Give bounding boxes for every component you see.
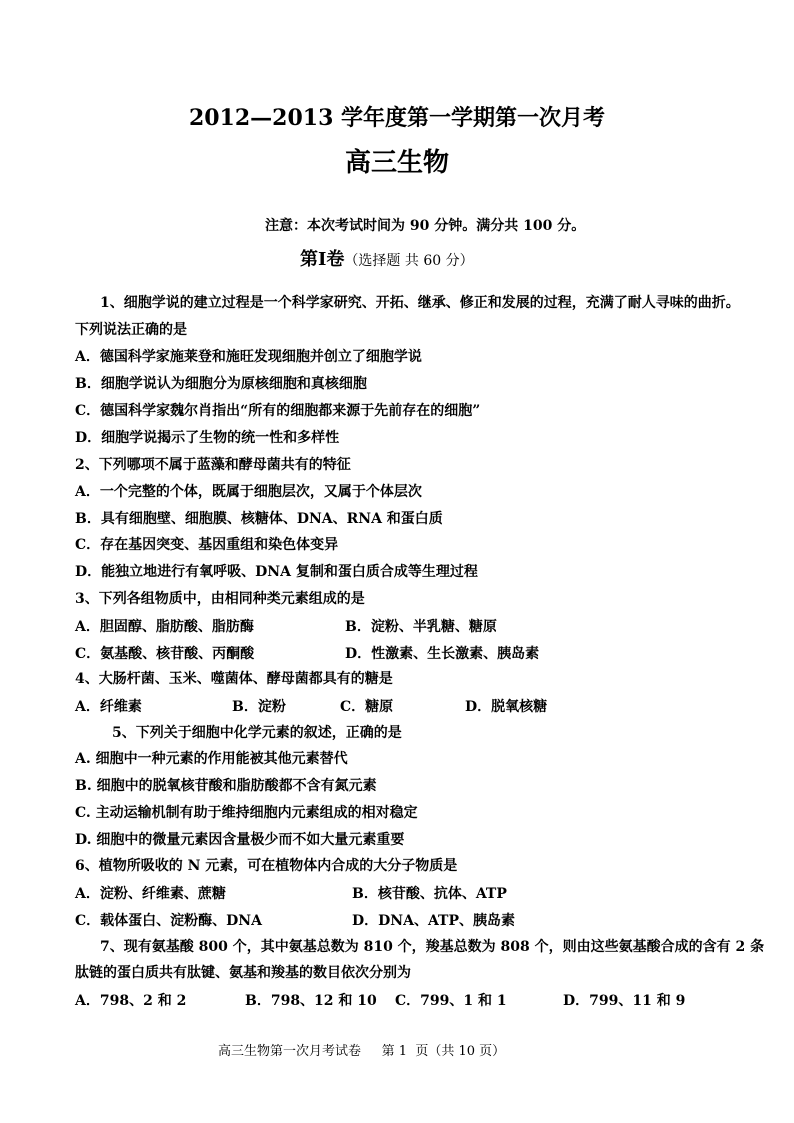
- q4-stem: 4、大肠杆菌、玉米、噬菌体、酵母菌都具有的糖是: [75, 671, 393, 687]
- q6-option-a: A．淀粉、纤维素、蔗糖: [75, 886, 226, 902]
- section-heading: [300, 245, 474, 271]
- q6-option-c: C．载体蛋白、淀粉酶、DNA: [75, 913, 262, 929]
- q5-option-a: A. 细胞中一种元素的作用能被其他元素替代: [75, 751, 348, 767]
- q7-option-b: B．798、12 和 10: [245, 993, 377, 1009]
- q2-stem: 2、下列哪项不属于蓝藻和酵母菌共有的特征: [75, 457, 351, 473]
- q4-option-c: C．糖原: [340, 699, 394, 715]
- q1-option-a: A．德国科学家施莱登和施旺发现细胞并创立了细胞学说: [75, 349, 422, 365]
- page-footer: 高三生物第一次月考试卷 第 1 页（共 10 页）: [218, 1044, 506, 1059]
- q4-option-d: D．脱氧核糖: [465, 699, 548, 715]
- q3-option-c: C．氨基酸、核苷酸、丙酮酸: [75, 646, 255, 662]
- exam-notice: 注意：本次考试时间为 90 分钟。满分共 100 分。: [265, 218, 586, 234]
- q2-option-c: C．存在基因突变、基因重组和染色体变异: [75, 537, 339, 553]
- q2-option-a: A．一个完整的个体，既属于细胞层次，又属于个体层次: [75, 484, 422, 500]
- q1-stem-line2: 下列说法正确的是: [75, 322, 187, 338]
- q6-stem: 6、植物所吸收的 N 元素，可在植物体内合成的大分子物质是: [75, 858, 458, 874]
- exam-subject: 高三生物: [344, 148, 449, 178]
- q7-option-d: D．799、11 和 9: [563, 993, 686, 1009]
- q5-option-c: C. 主动运输机制有助于维持细胞内元素组成的相对稳定: [75, 805, 418, 821]
- q5-option-d: D. 细胞中的微量元素因含量极少而不如大量元素重要: [75, 832, 405, 848]
- q4-option-a: A．纤维素: [75, 699, 142, 715]
- q7-option-a: A．798、2 和 2: [75, 993, 187, 1009]
- q1-option-b: B．细胞学说认为细胞分为原核细胞和真核细胞: [75, 376, 367, 392]
- q1-stem-line1: 1、细胞学说的建立过程是一个科学家研究、开拓、继承、修正和发展的过程，充满了耐人寻味的曲折。: [100, 295, 740, 311]
- q5-option-b: B. 细胞中的脱氧核苷酸和脂肪酸都不含有氮元素: [75, 778, 377, 794]
- q5-stem: 5、下列关于细胞中化学元素的叙述，正确的是: [112, 725, 402, 741]
- q1-option-c: C．德国科学家魏尔肖指出“所有的细胞都来源于先前存在的细胞”: [75, 403, 481, 419]
- q6-option-d: D．DNA、ATP、胰岛素: [352, 913, 515, 929]
- q3-stem: 3、下列各组物质中，由相同种类元素组成的是: [75, 591, 365, 607]
- q2-option-d: D．能独立地进行有氧呼吸、DNA 复制和蛋白质合成等生理过程: [75, 564, 478, 580]
- section-title: 第Ⅰ卷: [300, 249, 345, 270]
- q1-option-d: D．细胞学说揭示了生物的统一性和多样性: [75, 430, 340, 446]
- q3-option-d: D．性激素、生长激素、胰岛素: [345, 646, 540, 662]
- q3-option-b: B．淀粉、半乳糖、糖原: [345, 619, 497, 635]
- q6-option-b: B．核苷酸、抗体、ATP: [352, 886, 507, 902]
- q7-stem-line2: 肽链的蛋白质共有肽键、氨基和羧基的数目依次分别为: [75, 965, 411, 981]
- section-subtitle: （选择题 共 60 分）: [344, 253, 474, 269]
- q4-option-b: B．淀粉: [232, 699, 286, 715]
- q7-option-c: C．799、1 和 1: [395, 993, 507, 1009]
- q3-option-a: A．胆固醇、脂肪酸、脂肪酶: [75, 619, 254, 635]
- q7-stem-line1: 7、现有氨基酸 800 个，其中氨基总数为 810 个，羧基总数为 808 个，则由这些氨基酸合成的含有 2 条: [100, 939, 765, 955]
- q2-option-b: B．具有细胞壁、细胞膜、核糖体、DNA、RNA 和蛋白质: [75, 511, 443, 527]
- exam-title: 2012—2013 学年度第一学期第一次月考: [188, 105, 606, 131]
